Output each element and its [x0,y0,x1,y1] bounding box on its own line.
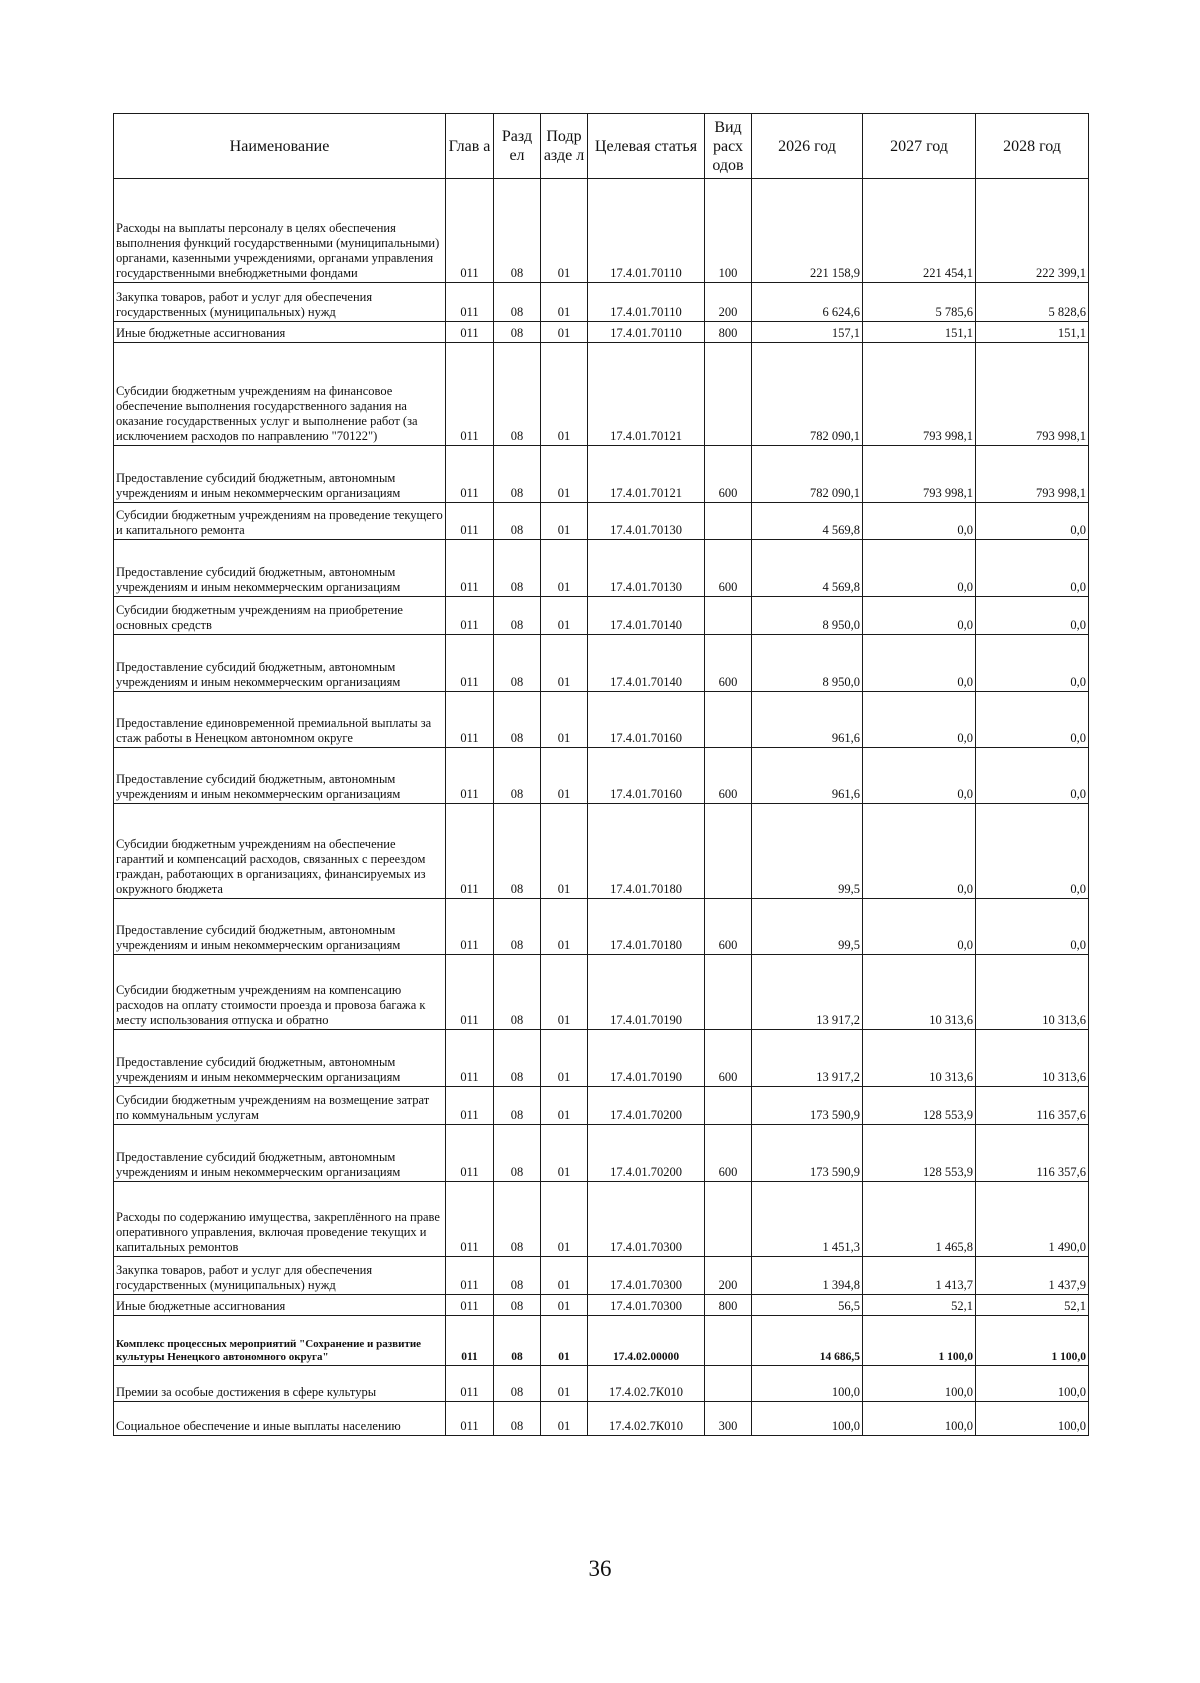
cell-target: 17.4.01.70160 [588,748,705,804]
cell-podrazdel: 01 [541,1030,588,1087]
cell-y2026: 99,5 [752,804,863,899]
cell-y2026: 157,1 [752,322,863,343]
cell-y2028: 0,0 [976,692,1089,748]
cell-target: 17.4.01.70300 [588,1182,705,1257]
cell-y2027: 10 313,6 [863,1030,976,1087]
cell-y2026: 173 590,9 [752,1087,863,1125]
cell-y2026: 4 569,8 [752,503,863,540]
page-number: 36 [588,1556,612,1581]
cell-target: 17.4.01.70300 [588,1257,705,1295]
cell-y2026: 99,5 [752,899,863,955]
cell-podrazdel: 01 [541,1125,588,1182]
cell-y2028: 0,0 [976,899,1089,955]
cell-podrazdel: 01 [541,748,588,804]
cell-name: Расходы на выплаты персоналу в целях обеспечения выполнения функций государственными (муниципальными) органами, казенными учреждениями, органами управления государственными внебюджетными фондами [114,179,446,283]
cell-vid [705,1182,752,1257]
cell-name: Закупка товаров, работ и услуг для обеспечения государственных (муниципальных) нужд [114,283,446,322]
cell-podrazdel: 01 [541,1295,588,1316]
cell-glava: 011 [446,955,494,1030]
cell-podrazdel: 01 [541,1366,588,1402]
cell-target: 17.4.02.00000 [588,1316,705,1366]
cell-glava: 011 [446,179,494,283]
header-2027: 2027 год [863,114,976,179]
cell-y2028: 151,1 [976,322,1089,343]
cell-glava: 011 [446,283,494,322]
cell-y2028: 0,0 [976,540,1089,597]
cell-podrazdel: 01 [541,1402,588,1436]
cell-y2026: 782 090,1 [752,343,863,446]
cell-y2026: 56,5 [752,1295,863,1316]
cell-target: 17.4.01.70200 [588,1125,705,1182]
cell-target: 17.4.01.70190 [588,955,705,1030]
cell-y2028: 793 998,1 [976,343,1089,446]
table-row [114,1257,1089,1295]
table-row [114,503,1089,540]
cell-glava: 011 [446,1366,494,1402]
cell-y2027: 100,0 [863,1366,976,1402]
cell-y2026: 961,6 [752,748,863,804]
cell-y2028: 10 313,6 [976,1030,1089,1087]
cell-y2027: 0,0 [863,899,976,955]
cell-podrazdel: 01 [541,343,588,446]
table-row [114,322,1089,343]
cell-y2028: 1 437,9 [976,1257,1089,1295]
cell-name: Расходы по содержанию имущества, закреплённого на праве оперативного управления, включая проведение текущих и капитальных ремонтов [114,1182,446,1257]
cell-y2026: 1 394,8 [752,1257,863,1295]
header-podrazdel: Подр азде л [541,114,588,179]
cell-vid: 600 [705,540,752,597]
cell-vid: 300 [705,1402,752,1436]
table-row [114,804,1089,899]
cell-razdel: 08 [494,1182,541,1257]
cell-y2027: 0,0 [863,748,976,804]
table-row [114,1030,1089,1087]
cell-vid: 800 [705,322,752,343]
cell-glava: 011 [446,1030,494,1087]
cell-target: 17.4.01.70121 [588,446,705,503]
cell-name: Закупка товаров, работ и услуг для обеспечения государственных (муниципальных) нужд [114,1257,446,1295]
cell-podrazdel: 01 [541,503,588,540]
cell-y2028: 1 100,0 [976,1316,1089,1366]
cell-target: 17.4.02.7К010 [588,1402,705,1436]
cell-y2026: 100,0 [752,1402,863,1436]
cell-razdel: 08 [494,804,541,899]
cell-target: 17.4.01.70300 [588,1295,705,1316]
cell-y2027: 128 553,9 [863,1087,976,1125]
cell-glava: 011 [446,748,494,804]
cell-podrazdel: 01 [541,283,588,322]
cell-y2026: 13 917,2 [752,1030,863,1087]
cell-glava: 011 [446,540,494,597]
cell-name: Субсидии бюджетным учреждениям на обеспечение гарантий и компенсаций расходов, связанных с переездом граждан, работающих в организациях, финансируемых из окружного бюджета [114,804,446,899]
cell-vid [705,1316,752,1366]
cell-glava: 011 [446,343,494,446]
cell-razdel: 08 [494,1316,541,1366]
cell-glava: 011 [446,635,494,692]
table-row [114,1182,1089,1257]
header-2028: 2028 год [976,114,1089,179]
cell-y2027: 100,0 [863,1402,976,1436]
table-row [114,955,1089,1030]
cell-vid [705,955,752,1030]
cell-name: Предоставление субсидий бюджетным, автономным учреждениям и иным некоммерческим организациям [114,1125,446,1182]
cell-y2027: 221 454,1 [863,179,976,283]
cell-vid: 200 [705,1257,752,1295]
cell-target: 17.4.01.70110 [588,322,705,343]
cell-name: Предоставление единовременной премиальной выплаты за стаж работы в Ненецком автономном округе [114,692,446,748]
cell-y2028: 793 998,1 [976,446,1089,503]
cell-vid [705,343,752,446]
cell-target: 17.4.01.70180 [588,899,705,955]
cell-razdel: 08 [494,635,541,692]
cell-razdel: 08 [494,283,541,322]
cell-name: Предоставление субсидий бюджетным, автономным учреждениям и иным некоммерческим организациям [114,899,446,955]
cell-name: Предоставление субсидий бюджетным, автономным учреждениям и иным некоммерческим организациям [114,635,446,692]
cell-glava: 011 [446,1295,494,1316]
cell-razdel: 08 [494,322,541,343]
cell-glava: 011 [446,446,494,503]
cell-target: 17.4.01.70190 [588,1030,705,1087]
cell-razdel: 08 [494,1125,541,1182]
cell-razdel: 08 [494,1087,541,1125]
cell-y2028: 100,0 [976,1366,1089,1402]
cell-podrazdel: 01 [541,692,588,748]
cell-razdel: 08 [494,1295,541,1316]
cell-y2026: 6 624,6 [752,283,863,322]
cell-name: Субсидии бюджетным учреждениям на проведение текущего и капитального ремонта [114,503,446,540]
table-row [114,1087,1089,1125]
cell-target: 17.4.01.70130 [588,540,705,597]
cell-target: 17.4.01.70110 [588,179,705,283]
cell-y2028: 0,0 [976,635,1089,692]
cell-podrazdel: 01 [541,446,588,503]
cell-vid [705,1087,752,1125]
cell-y2026: 1 451,3 [752,1182,863,1257]
cell-y2027: 0,0 [863,692,976,748]
table-row [114,1316,1089,1366]
header-razdel: Разд ел [494,114,541,179]
cell-y2026: 4 569,8 [752,540,863,597]
cell-y2027: 1 465,8 [863,1182,976,1257]
cell-name: Субсидии бюджетным учреждениям на приобретение основных средств [114,597,446,635]
cell-podrazdel: 01 [541,899,588,955]
cell-y2028: 52,1 [976,1295,1089,1316]
cell-glava: 011 [446,1316,494,1366]
cell-vid: 600 [705,635,752,692]
cell-y2027: 5 785,6 [863,283,976,322]
table-row [114,899,1089,955]
cell-y2027: 0,0 [863,597,976,635]
table-row [114,597,1089,635]
cell-name: Иные бюджетные ассигнования [114,322,446,343]
cell-y2027: 0,0 [863,635,976,692]
cell-y2027: 128 553,9 [863,1125,976,1182]
cell-name: Иные бюджетные ассигнования [114,1295,446,1316]
cell-vid: 600 [705,446,752,503]
cell-razdel: 08 [494,503,541,540]
cell-y2027: 1 413,7 [863,1257,976,1295]
cell-glava: 011 [446,1087,494,1125]
cell-target: 17.4.01.70140 [588,597,705,635]
cell-y2027: 0,0 [863,804,976,899]
cell-razdel: 08 [494,343,541,446]
cell-y2026: 8 950,0 [752,635,863,692]
cell-name: Премии за особые достижения в сфере культуры [114,1366,446,1402]
cell-podrazdel: 01 [541,635,588,692]
cell-vid: 200 [705,283,752,322]
cell-vid [705,597,752,635]
cell-y2026: 782 090,1 [752,446,863,503]
table-row [114,1366,1089,1402]
table-row [114,748,1089,804]
cell-name: Предоставление субсидий бюджетным, автономным учреждениям и иным некоммерческим организациям [114,1030,446,1087]
cell-y2026: 13 917,2 [752,955,863,1030]
cell-y2026: 173 590,9 [752,1125,863,1182]
cell-y2028: 0,0 [976,748,1089,804]
table-row [114,1402,1089,1436]
cell-target: 17.4.01.70200 [588,1087,705,1125]
cell-glava: 011 [446,899,494,955]
cell-razdel: 08 [494,1030,541,1087]
cell-podrazdel: 01 [541,540,588,597]
cell-glava: 011 [446,1125,494,1182]
cell-y2026: 100,0 [752,1366,863,1402]
cell-y2028: 0,0 [976,597,1089,635]
cell-glava: 011 [446,1402,494,1436]
cell-razdel: 08 [494,1366,541,1402]
cell-y2027: 52,1 [863,1295,976,1316]
header-vid: Вид расх одов [705,114,752,179]
cell-y2027: 10 313,6 [863,955,976,1030]
cell-razdel: 08 [494,179,541,283]
cell-target: 17.4.01.70110 [588,283,705,322]
cell-name: Предоставление субсидий бюджетным, автономным учреждениям и иным некоммерческим организациям [114,540,446,597]
cell-y2028: 116 357,6 [976,1125,1089,1182]
cell-y2028: 0,0 [976,503,1089,540]
cell-razdel: 08 [494,692,541,748]
cell-vid [705,1366,752,1402]
cell-y2028: 5 828,6 [976,283,1089,322]
table-row [114,635,1089,692]
cell-razdel: 08 [494,597,541,635]
cell-name: Субсидии бюджетным учреждениям на возмещение затрат по коммунальным услугам [114,1087,446,1125]
cell-glava: 011 [446,322,494,343]
cell-razdel: 08 [494,748,541,804]
cell-podrazdel: 01 [541,322,588,343]
cell-y2028: 100,0 [976,1402,1089,1436]
cell-razdel: 08 [494,1402,541,1436]
cell-y2028: 10 313,6 [976,955,1089,1030]
table-row [114,1295,1089,1316]
cell-name: Предоставление субсидий бюджетным, автономным учреждениям и иным некоммерческим организациям [114,446,446,503]
cell-name: Субсидии бюджетным учреждениям на финансовое обеспечение выполнения государственного задания на оказание государственных услуг и выполнение работ (за исключением расходов по направлению "70122") [114,343,446,446]
cell-podrazdel: 01 [541,955,588,1030]
cell-glava: 011 [446,503,494,540]
table-row [114,1125,1089,1182]
cell-vid: 600 [705,1030,752,1087]
cell-target: 17.4.02.7К010 [588,1366,705,1402]
table-row [114,540,1089,597]
cell-podrazdel: 01 [541,1087,588,1125]
cell-y2026: 961,6 [752,692,863,748]
table-row [114,343,1089,446]
cell-name: Комплекс процессных мероприятий "Сохранение и развитие культуры Ненецкого автономного округа" [114,1316,446,1366]
cell-y2028: 1 490,0 [976,1182,1089,1257]
cell-glava: 011 [446,692,494,748]
cell-podrazdel: 01 [541,179,588,283]
cell-vid [705,692,752,748]
cell-glava: 011 [446,804,494,899]
cell-glava: 011 [446,1257,494,1295]
table-body [114,179,1089,1436]
cell-podrazdel: 01 [541,1316,588,1366]
cell-razdel: 08 [494,446,541,503]
cell-name: Субсидии бюджетным учреждениям на компенсацию расходов на оплату стоимости проезда и провоза багажа к месту использования отпуска и обратно [114,955,446,1030]
cell-glava: 011 [446,1182,494,1257]
cell-y2026: 14 686,5 [752,1316,863,1366]
cell-target: 17.4.01.70121 [588,343,705,446]
cell-podrazdel: 01 [541,1257,588,1295]
cell-y2027: 151,1 [863,322,976,343]
cell-vid: 600 [705,1125,752,1182]
cell-razdel: 08 [494,899,541,955]
cell-target: 17.4.01.70180 [588,804,705,899]
budget-table [113,113,1089,1436]
table-header-row [114,114,1089,179]
cell-vid [705,804,752,899]
header-name: Наименование [114,114,446,179]
table-row [114,692,1089,748]
cell-vid: 600 [705,899,752,955]
cell-y2027: 1 100,0 [863,1316,976,1366]
cell-vid [705,503,752,540]
cell-y2026: 221 158,9 [752,179,863,283]
cell-y2027: 793 998,1 [863,446,976,503]
cell-podrazdel: 01 [541,804,588,899]
cell-target: 17.4.01.70130 [588,503,705,540]
cell-target: 17.4.01.70160 [588,692,705,748]
cell-vid: 800 [705,1295,752,1316]
cell-podrazdel: 01 [541,597,588,635]
cell-y2028: 222 399,1 [976,179,1089,283]
cell-razdel: 08 [494,540,541,597]
cell-y2027: 0,0 [863,503,976,540]
header-glava: Глав а [446,114,494,179]
header-target: Целевая статья [588,114,705,179]
header-2026: 2026 год [752,114,863,179]
cell-podrazdel: 01 [541,1182,588,1257]
cell-name: Социальное обеспечение и иные выплаты населению [114,1402,446,1436]
table-row [114,283,1089,322]
table-row [114,179,1089,283]
cell-target: 17.4.01.70140 [588,635,705,692]
cell-vid: 600 [705,748,752,804]
cell-y2026: 8 950,0 [752,597,863,635]
cell-razdel: 08 [494,955,541,1030]
cell-y2028: 116 357,6 [976,1087,1089,1125]
cell-name: Предоставление субсидий бюджетным, автономным учреждениям и иным некоммерческим организациям [114,748,446,804]
table-row [114,446,1089,503]
cell-y2027: 0,0 [863,540,976,597]
cell-y2028: 0,0 [976,804,1089,899]
cell-glava: 011 [446,597,494,635]
cell-vid: 100 [705,179,752,283]
cell-razdel: 08 [494,1257,541,1295]
cell-y2027: 793 998,1 [863,343,976,446]
